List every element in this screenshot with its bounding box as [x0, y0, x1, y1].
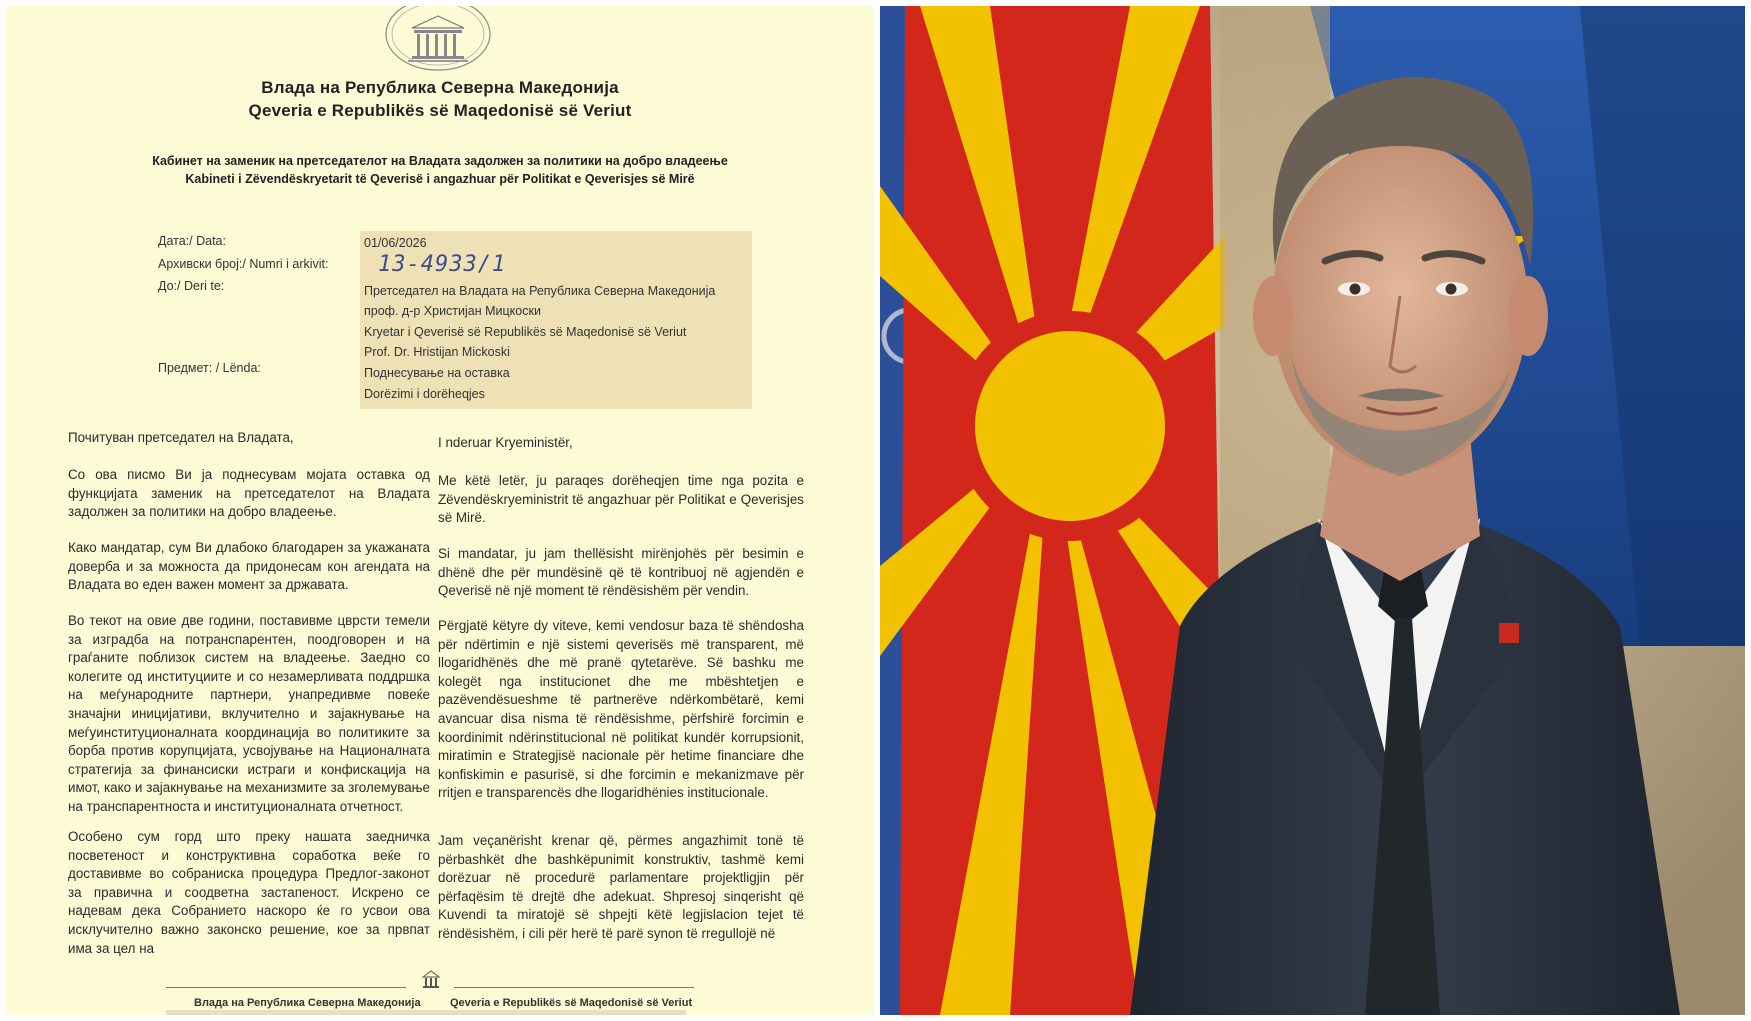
date-value: 01/06/2026 [364, 236, 427, 250]
government-emblem-icon [382, 6, 494, 72]
recipient-line: Kryetar i Qeverisë së Republikës së Maqedonisë së Veriut [364, 325, 687, 339]
salutation-mk: Почитуван претседател на Владата, [68, 430, 294, 445]
paragraph-mk: Со ова писмо Ви ја поднесувам мојата оставка од функцијата заменик на претседателот на Владата задолжен за политики на добро владеење. [68, 467, 430, 520]
footer-address-cutoff [166, 1010, 686, 1015]
footer-divider [454, 987, 694, 988]
subject-line: Dorëzimi i dorëheqjes [364, 387, 485, 401]
paragraph-sq: Jam veçanërisht krenar që, përmes angazhimit tonë të përbashkët dhe bashkëpunimit konstruktiv, tashmë kemi dorëzuar në procedurë parlamentare projektligjin për përfaqësim të drejtë dhe adekuat. Shpresoj sinqerisht që Kuvendi ta miratojë së shpejti këtë legjislacion tejet të rëndësishëm, i cili për herë të parë synon të rregullojë në [438, 833, 804, 941]
resignation-letter [6, 6, 874, 1015]
letterhead-title-mk: Влада на Република Северна Македонија [261, 78, 619, 97]
footer-text-sq: Qeveria e Republikës së Maqedonisë së Veriut [450, 997, 693, 1009]
paragraph-sq: Përgjatë këtyre dy viteve, kemi vendosur baza të shëndosha për ndërtimin e një sistemi qeverisës më transparent, më llogaridhënës dhe më pranë qytetarëve. Së bashku me kolegët nga institucionet dhe me mbështetjen e pazëvendësueshme të partnerëve ndërkombëtarë, kemi avancuar disa nisma të rëndësishme, përfshirë forcimin e koordinimit ndërinstitucional në politikat kundër korrupsionit, miratimin e Strategjisë nacionale për hetime financiare dhe konfiskimin e pasurisë, si dhe forcimin e mekanizmave për rritjen e transparencës dhe llogaridhënies institucionale. [438, 618, 804, 801]
letterhead-title-sq: Qeveria e Republikës së Maqedonisë së Veriut [248, 101, 632, 120]
footer-text-mk: Влада на Република Северна Македонија [194, 997, 421, 1009]
recipient-line: проф. д-р Христијан Мицкоски [364, 304, 541, 318]
archive-number-handwritten: 13-4933/1 [378, 252, 507, 277]
paragraph-sq: Si mandatar, ju jam thellësisht mirënjohës për besimin e dhënë dhe për mundësinë që të kontribuoj në agjendën e Qeverisë në një moment të rëndësishëm për vendin. [438, 546, 804, 599]
recipient-line: Prof. Dr. Hristijan Mickoski [364, 345, 510, 359]
paragraph-mk: Во текот на овие две години, поставивме цврсти темели за изградба на потранспарентен, поодговорен и на граѓаните поблизок систем на владеење. Заедно со колегите од институциите и со незамерливата поддршка на меѓународните партнери, унапредивме повеќе значајни иницијативи, вклучително и зајакнување на меѓуинституционалната координација во политиките за борба против корупцијата, усвојување на Националната стратегија за финансиски истраги и конфискација на имот, како и зајакнување на механизмите за зголемување на транспарентноста и институционалната отчетност. [68, 613, 430, 814]
subject-line: Поднесување на оставка [364, 366, 510, 380]
paragraph-sq: Me këtë letër, ju paraqes dorëheqjen time nga pozita e Zëvendëskryeministrit të angazhuar për Politikat e Qeverisjes së Mirë. [438, 473, 804, 526]
portrait-photo [880, 6, 1745, 1015]
cabinet-title-mk: Кабинет на заменик на претседателот на Владата задолжен за политики на добро владеење [152, 154, 728, 168]
footer-divider [166, 987, 406, 988]
footer-emblem-icon [420, 968, 442, 990]
recipient-line: Претседател на Владата на Република Северна Македонија [364, 284, 716, 298]
paragraph-mk: Како мандатар, сум Ви длабоко благодарен за укажаната доверба и за можноста да придонесам кон агендата на Владата во еден важен момент за државата. [68, 540, 430, 593]
paragraph-mk: Особено сум горд што преку нашата заедничка посветеност и конструктивна соработка веќе го доставивме во собраниска процедура Предлог-законот за правична и соодветна застапеност. Искрено се надевам дека Собранието наскоро ќе го усвои ова исклучително важно законско решение, кое за првпат има за цел на [68, 829, 430, 956]
recipient-label: До:/ Deri te: [158, 279, 225, 293]
date-label: Дата:/ Data: [158, 234, 226, 248]
salutation-sq: I nderuar Kryeministër, [438, 435, 573, 450]
cabinet-title-sq: Kabineti i Zëvendëskryetarit të Qeverisë i angazhuar për Politikat e Qeverisjes së Mirë [185, 172, 695, 186]
subject-label: Предмет: / Lënda: [158, 361, 261, 375]
portrait-illustration [880, 6, 1745, 1015]
archive-label: Архивски број:/ Numri i arkivit: [158, 257, 329, 271]
lapel-pin-icon [1499, 623, 1519, 643]
